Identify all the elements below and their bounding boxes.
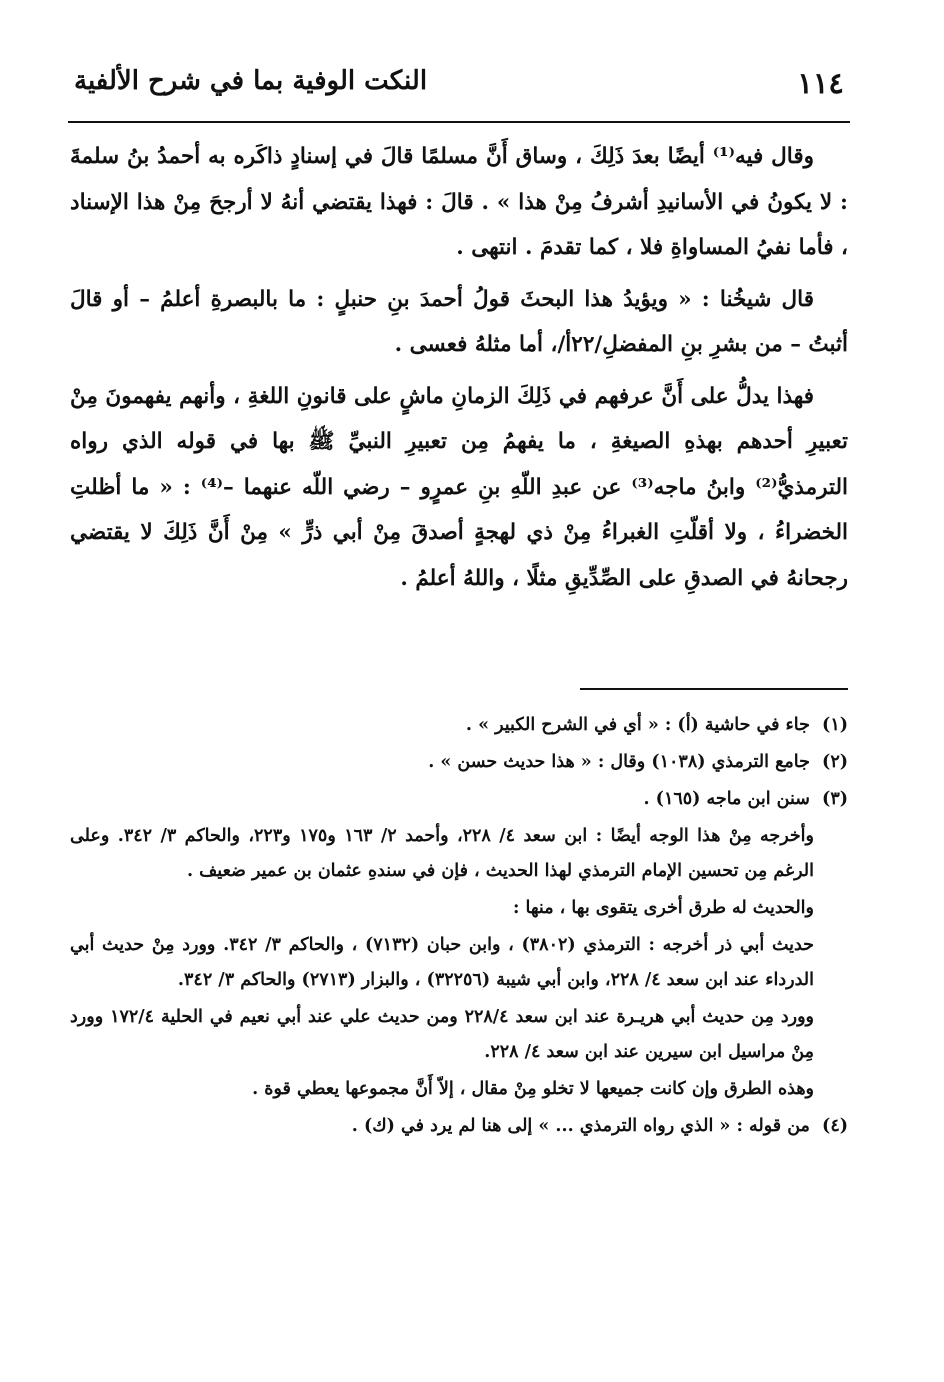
- footnote-3-continuation: وأخرجه مِنْ هذا الوجه أيضًا : ابن سعد ٤/ ٢٢٨، وأحمد ٢/ ١٦٣ و١٧٥ و٢٢٣، والحاكم ٣/ ٣٤٢. وعلى الرغم مِن تحسين الإمام الترمذي لهذا الحديث ، فإن في سندهِ عثمان بن عمير ضعيف .: [70, 826, 814, 881]
- footnote-text: جامع الترمذي (١٠٣٨) وقال : « هذا حديث حسن » .: [428, 752, 810, 772]
- header-rule: [68, 121, 850, 123]
- page-number: ١١٤: [797, 66, 844, 100]
- footnotes: [70, 708, 848, 1146]
- footnote-marker: (٣): [822, 789, 848, 809]
- footnote-4: [70, 1109, 848, 1144]
- footnote-marker: (٢): [822, 752, 848, 772]
- paragraph: فهذا يدلُّ على أَنَّ عرفهم في ذَلِكَ الزمانِ ماشٍ على قانونِ اللغةِ ، وأنهم يفهمونَ مِنْ تعبيرِ أحدهم بهذهِ الصيغةِ ، ما يفهمُ مِن تعبيرِ النبيِّ ﷺ بها في قوله الذي رواه الترمذيُّ⁽²⁾ وابنُ ماجه⁽³⁾ عن عبدِ اللّهِ بنِ عمرٍو – رضي اللّه عنهما –⁽⁴⁾ : « ما أظلتِ الخضراءُ ، ولا أقلّتِ الغبراءُ مِنْ ذي لهجةٍ أصدقَ مِنْ أبي ذرٍّ » مِنْ أَنَّ ذَلِكَ لا يقتضي رجحانهُ في الصدقِ على الصِّدِّيقِ مثلًا ، واللهُ أعلمُ .: [70, 383, 848, 591]
- paragraph: قال شيخُنا : « ويؤيدُ هذا البحثَ قولُ أحمدَ بنِ حنبلٍ : ما بالبصرةِ أعلمُ – أو قالَ أثبتُ – من بشرِ بنِ المفضلِ/٢٢أ/، أما مثلهُ فعسى .: [70, 286, 848, 357]
- footnote-3: [70, 782, 848, 817]
- footnote-rule: [580, 688, 848, 690]
- footnote-text: جاء في حاشية (أ) : « أي في الشرح الكبير » .: [465, 715, 810, 735]
- main-text: [70, 134, 848, 607]
- footnote-text: من قوله : « الذي رواه الترمذي ... » إلى هنا لم يرد في (ك) .: [351, 1116, 810, 1136]
- footnote-text: سنن ابن ماجه (١٦٥) .: [643, 789, 810, 809]
- paragraph: وقال فيه⁽¹⁾ أيضًا بعدَ ذَلِكَ ، وساق أَنَّ مسلمًا قالَ في إسنادٍ ذاكَره به أحمدُ بنُ سلمةَ : لا يكونُ في الأسانيدِ أشرفُ مِنْ هذا » . قالَ : فهذا يقتضي أنهُ لا أرجحَ مِنْ هذا الإسناد ، فأما نفيُ المساواةِ فلا ، كما تقدمَ . انتهى .: [70, 144, 848, 260]
- running-title: النكت الوفية بما في شرح الألفية: [74, 66, 428, 96]
- footnote-marker: (١): [822, 715, 848, 735]
- footnote-3-continuation: حديث أبي ذر أخرجه : الترمذي (٣٨٠٢) ، وابن حبان (٧١٣٢) ، والحاكم ٣/ ٣٤٢. وورد مِنْ حديث أبي الدرداء عند ابن سعد ٤/ ٢٢٨، وابن أبي شيبة (٣٢٢٥٦) ، والبزار (٢٧١٣) والحاكم ٣/ ٣٤٢.: [70, 935, 815, 990]
- footnote-3-continuation: وورد مِن حديث أبي هريـرة عند ابن سعد ٢٢٨/٤ ومن حديث علي عند أبي نعيم في الحلية ١٧٢/٤ وورد مِنْ مراسيل ابن سيرين عند ابن سعد ٤/ ٢٢٨.: [70, 1007, 814, 1062]
- footnote-3-continuation: وهذه الطرق وإن كانت جميعها لا تخلو مِنْ مقال ، إلاّ أَنَّ مجموعها يعطي قوة .: [252, 1079, 814, 1099]
- footnote-marker: (٤): [822, 1116, 848, 1136]
- footnote-2: [70, 745, 848, 780]
- footnote-3-continuation: والحديث له طرق أخرى يتقوى بها ، منها :: [512, 898, 814, 918]
- footnote-1: [70, 708, 848, 743]
- page-header: [68, 62, 850, 116]
